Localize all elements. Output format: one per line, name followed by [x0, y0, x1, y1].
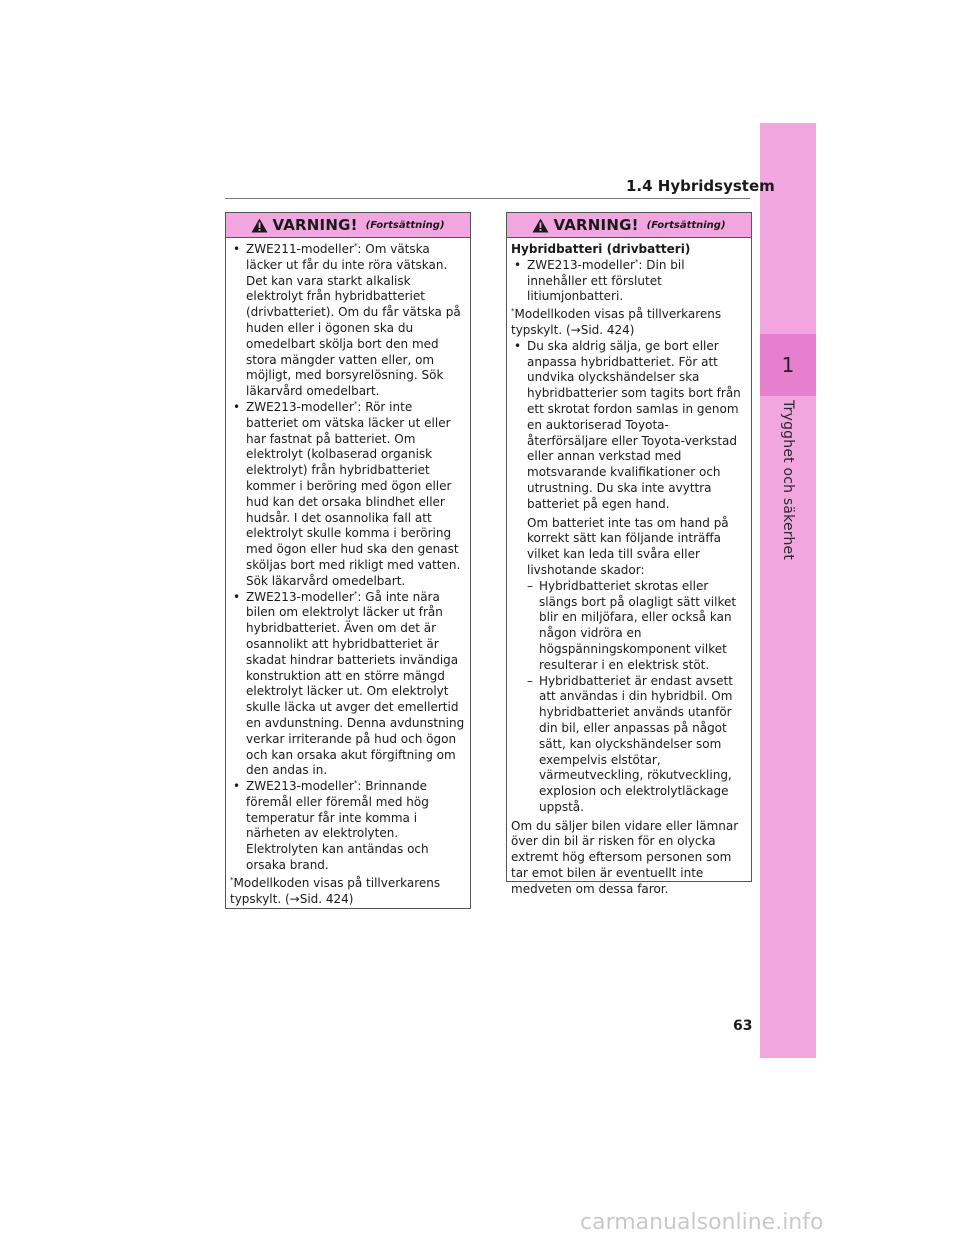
closing-paragraph: Om du säljer bilen vidare eller lämnar över din bil är risken för en olycka extremt hög eftersom personen som tar emot bilen är eventuellt inte medveten om dessa faror. [511, 818, 739, 896]
list-item: • Du ska aldrig sälja, ge bort eller anpassa hybridbatteriet. För att undvika olyckshändelser ska hybridbatterier som tagits bort från ett skrotat fordon samlas in genom en auktoriserad Toyota-återförsäljare eller Toyota-verkstad eller annan verkstad med motsvarande kvalifikationer och utrustning. Du ska inte avyttra batteriet på egen hand. [511, 339, 747, 513]
chapter-number: 1 [760, 334, 816, 396]
footnote: *Modellkoden visas på tillverkarens typskylt. (→Sid. 424) [230, 875, 441, 906]
warning-icon [532, 218, 549, 233]
list-item: • ZWE213-modeller*: Rör inte batteriet om vätska läcker ut eller har fastnat på batteriet. Om elektrolyt (kolbaserad organisk elektrolyt) från hybridbatteriet kommer i beröring med ögon eller hud kan det orsaka blindhet eller hudsår. I det osannolika fall att elektrolyt skulle komma i beröring med ögon eller hud ska den genast sköljas bort med rikligt med vatten. Sök läkarvård omedelbart. [230, 400, 466, 590]
chapter-title: Trygghet och säkerhet [780, 399, 796, 561]
warning-box-right [506, 212, 752, 896]
watermark: carmanualsonline.info [580, 1210, 824, 1235]
list-item: • ZWE213-modeller*: Din bil innehåller ett förslutet litiumjonbatteri. [511, 258, 747, 305]
warning-box-left [225, 212, 471, 909]
list-item: • ZWE211-modeller*: Om vätska läcker ut får du inte röra vätskan. Det kan vara starkt alkalisk elektrolyt från hybridbatteriet (drivbatteriet). Om du får vätska på huden eller i ögonen ska du omedelbart skölja bort den med stora mängder vatten eller, om möjligt, med borsyrelösning. Sök läkarvård omedelbart. [230, 242, 466, 400]
indented-paragraph: Om batteriet inte tas om hand på korrekt sätt kan följande inträffa vilket kan leda till svåra eller livshotande skador: [527, 515, 729, 577]
header-rule [225, 198, 750, 199]
dash-item: – Hybridbatteriet skrotas eller slängs bort på olagligt sätt vilket blir en miljöfara, eller också kan någon vidröra en högspänningskomponent vilket resulterar i en elektrisk stöt. [511, 579, 747, 674]
warning-subtitle: (Fortsättning) [365, 219, 445, 231]
subheading: Hybridbatteri (drivbatteri) [511, 242, 691, 256]
page-number: 63 [733, 1018, 753, 1034]
list-item: • ZWE213-modeller*: Gå inte nära bilen om elektrolyt läcker ut från hybridbatteriet. Även om det är osannolikt att hybridbatteriet är skadat hindrar batteriets invändiga konstruktion att en större mängd elektrolyt läcker ut. Om elektrolyt skulle läcka ut avger det emellertid en avdunstning. Denna avdunstning verkar irriterande på hud och ögon och kan orsaka akut förgiftning om den andas in. [230, 590, 466, 780]
warning-header [226, 213, 470, 238]
warning-subtitle: (Fortsättning) [646, 219, 726, 231]
list-item: • ZWE213-modeller*: Brinnande föremål eller föremål med hög temperatur får inte komma i närheten av elektrolyten. Elektrolyten kan antändas och orsaka brand. [230, 779, 466, 874]
chapter-side-tab [760, 123, 816, 1058]
warning-title: VARNING! [272, 216, 358, 234]
section-header: 1.4 Hybridsystem [626, 177, 775, 195]
warning-title: VARNING! [553, 216, 639, 234]
footnote: *Modellkoden visas på tillverkarens typskylt. (→Sid. 424) [511, 307, 722, 337]
warning-icon [251, 218, 268, 233]
warning-body [507, 238, 751, 898]
warning-body [226, 238, 470, 907]
dash-item: – Hybridbatteriet är endast avsett att användas i din hybridbil. Om hybridbatteriet används utanför din bil, eller anpassas på något sätt, kan olyckshändelser som exempelvis elstötar, värmeutveckling, rökutveckling, explosion och elektrolytläckage uppstå. [511, 674, 747, 816]
warning-header [507, 213, 751, 238]
